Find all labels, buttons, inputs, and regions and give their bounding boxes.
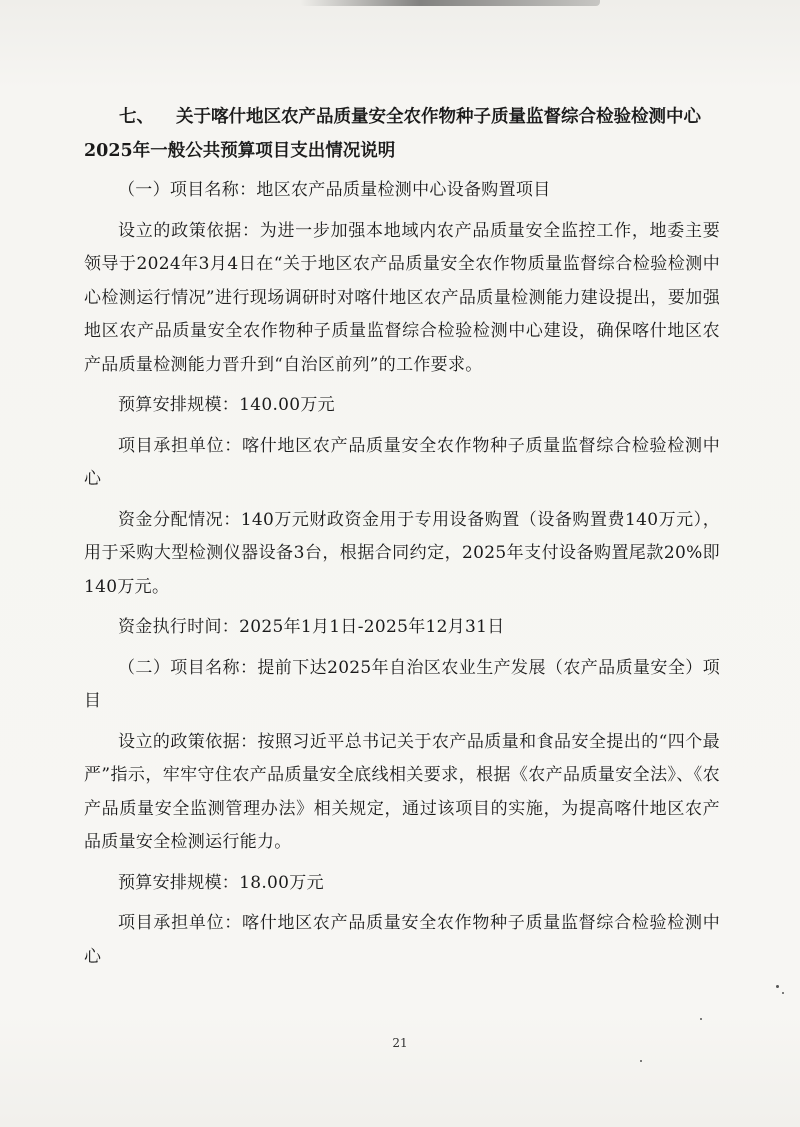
paragraph-project-2-name: （二）项目名称：提前下达2025年自治区农业生产发展（农产品质量安全）项目 (84, 657, 720, 711)
paragraph-project-1-name: （一）项目名称：地区农产品质量检测中心设备购置项目 (118, 180, 551, 200)
scan-speck (700, 1018, 702, 1020)
paragraph-project-1-budget: 预算安排规模：140.00万元 (118, 395, 335, 415)
paragraph-project-1-period: 资金执行时间：2025年1月1日-2025年12月31日 (118, 617, 505, 637)
scan-speck (776, 985, 779, 988)
paragraph-project-2-budget: 预算安排规模：18.00万元 (118, 872, 324, 893)
paragraph-project-1-unit: 项目承担单位：喀什地区农产品质量安全农作物种子质量监督综合检验检测中心 (84, 435, 720, 489)
paragraph-project-1-policy: 设立的政策依据：为进一步加强本地域内农产品质量安全监控工作，地委主要领导于2024年3月4日在“关于地区农产品质量安全农作物质量监督综合检验检测中心检测运行情况”进行现场调研时对喀什地区农产品质量检测能力建设提出，要加强地区农产品质量安全农作物种子质量监督综合检验检测中心建设，确保喀什地区农产品质量检测能力晋升到“自治区前列”的工作要求。 (84, 220, 720, 375)
paragraph-project-1-allocation: 资金分配情况：140万元财政资金用于专用设备购置（设备购置费140万元），用于采购大型检测仪器设备3台，根据合同约定，2025年支付设备购置尾款20%即140万元。 (84, 509, 720, 597)
paragraph-project-2-unit: 项目承担单位：喀什地区农产品质量安全农作物种子质量监督综合检验检测中心 (84, 913, 720, 967)
section-title: 关于喀什地区农产品质量安全农作物种子质量监督综合检验检测中心2025年一般公共预算项目支出情况说明 (84, 107, 701, 161)
document-body (84, 100, 720, 981)
section-number: 七、 (119, 107, 154, 127)
scan-speck (782, 992, 784, 994)
scan-edge-mark (300, 0, 600, 6)
scan-speck (640, 1060, 642, 1062)
paragraph-project-2-policy: 设立的政策依据：按照习近平总书记关于农产品质量和食品安全提出的“四个最严”指示，牢牢守住农产品质量安全底线相关要求，根据《农产品质量安全法》、《农产品质量安全监测管理办法》相关规定，通过该项目的实施，为提高喀什地区农产品质量安全检测运行能力。 (84, 731, 720, 852)
page-number: 21 (392, 1036, 408, 1050)
section-heading (84, 100, 720, 168)
